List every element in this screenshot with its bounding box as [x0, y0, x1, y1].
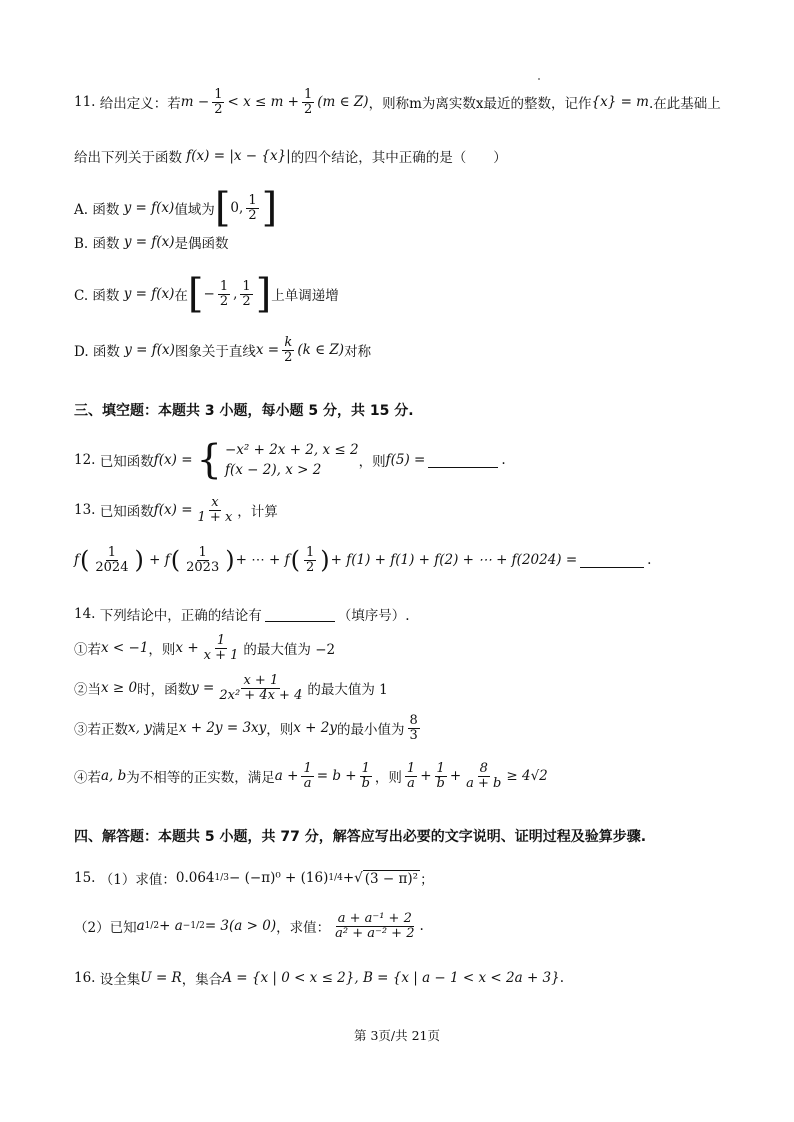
q12-number: 12. — [74, 452, 96, 469]
q11-tail: .在此基础上 — [649, 96, 721, 113]
q11-option-a: A. 函数 y = f(x) 值域为 [ 0, $\frac{1}{2}$ ] — [74, 185, 278, 231]
q13-frac-2023: $\frac{1}{2023}$ — [186, 545, 220, 575]
q15-given-e2: −1/2 — [182, 921, 205, 932]
s3-expr: x + 2y — [293, 720, 338, 737]
q12-brace: { — [196, 437, 222, 484]
q13-frac-half: $\frac{1}{2}$ — [305, 545, 315, 575]
q15-exp2: 1/4 — [328, 873, 343, 883]
s4-mid2: ，则 — [374, 770, 402, 787]
opt-a-half: $\frac{1}{2}$ — [248, 192, 257, 223]
q12 — [74, 437, 506, 484]
opt-b-tail: 是偶函数 — [174, 236, 229, 252]
q15-part-2 — [74, 912, 424, 940]
q15-expr2: − (−π)⁰ + (16) — [229, 870, 329, 886]
opt-a-rbracket: ] — [261, 185, 278, 231]
q11-mz: (m ∈ Z) — [317, 94, 369, 111]
opt-b-fn: y = f(x) — [123, 234, 175, 250]
s3-mid: 满足 — [151, 722, 179, 739]
q14-tail: （填序号）. — [337, 608, 410, 624]
q13-pre: 已知函数 — [99, 504, 154, 521]
q11-line2-text: 给出下列关于函数 — [74, 150, 182, 166]
opt-c-half: $\frac{1}{2}$ — [242, 278, 251, 309]
s1-frac: $\frac{1}{x + 1}$ — [203, 633, 239, 663]
q11-line2 — [74, 146, 507, 166]
q16 — [74, 968, 564, 988]
q11-half-1: $\frac{1}{2}$ — [214, 87, 223, 117]
q11-option-c: C. 函数 y = f(x) 在 [ − $\frac{1}{2}$ , $\frac{1}{2}$ ] 上单调递增 — [74, 271, 339, 317]
s4-frac-2b: $\frac{1}{b}$ — [436, 761, 445, 791]
q12-fn: f(x) = — [153, 452, 193, 469]
s4-mid: 为不相等的正实数，满足 — [126, 770, 275, 787]
q15-p2-mid: ，求值： — [276, 920, 331, 937]
q13-answer-blank[interactable] — [580, 553, 644, 568]
s2-mid: 时，函数 — [137, 682, 192, 699]
opt-d-tail: 对称 — [344, 344, 372, 361]
section-3-heading — [74, 400, 414, 420]
s3-vars: x, y — [128, 720, 152, 737]
q15-given-plus: + a — [159, 918, 183, 935]
q11-function: f(x) = |x − {x}| — [186, 148, 291, 164]
s2-tail: 的最大值为 1 — [307, 682, 388, 699]
s4-eq-a: a + — [274, 768, 299, 785]
opt-d-x: x = — [255, 342, 280, 359]
opt-d-k-half: $\frac{k}{2}$ — [284, 335, 293, 365]
q13-number: 13. — [74, 502, 96, 519]
s3-eq: x + 2y = 3xy — [178, 720, 267, 737]
q14-number: 14. — [74, 606, 96, 622]
q15-given-a: a — [136, 918, 145, 935]
s3-mid2: ，则 — [266, 722, 294, 739]
q15-p2: （2）已知 — [74, 920, 137, 937]
s3-pre: ③若正数 — [74, 722, 128, 739]
q16-universe: U = R — [140, 970, 182, 986]
q14-statement-2 — [74, 674, 388, 702]
q13-f1: f — [74, 552, 79, 569]
q13-end: . — [647, 552, 652, 569]
q11-option-b — [74, 232, 228, 252]
page-footer: 第 3页/共 21页 — [353, 1028, 441, 1043]
s1-mid: ，则 — [148, 642, 176, 659]
q15-number: 15. — [74, 870, 96, 886]
q15-given-eq: = 3(a > 0) — [204, 918, 277, 935]
q11-intro: 给出定义：若 — [99, 96, 181, 113]
q13-rest: + f(1) + f(1) + f(2) + ⋯ + f(2024) = — [330, 552, 578, 569]
q14-statement-3 — [74, 714, 423, 742]
q16-text: 设全集 — [99, 972, 141, 988]
s4-frac-8: $\frac{8}{a + b}$ — [466, 761, 502, 791]
q11-option-d — [74, 336, 371, 364]
q13-f2: f — [164, 552, 170, 569]
opt-a-fn: y = f(x) — [123, 200, 175, 216]
q11-mid: ，则称m为离实数x最近的整数，记作 — [368, 96, 592, 113]
q16-end: . — [559, 970, 565, 986]
q12-case-2: f(x − 2), x > 2 — [224, 462, 322, 479]
opt-c-fn: y = f(x) — [123, 286, 175, 302]
q14 — [74, 604, 410, 624]
q11-m: m — [180, 94, 194, 111]
s4-frac-2a: $\frac{1}{a}$ — [406, 761, 416, 791]
q13-mid: ，计算 — [237, 504, 278, 521]
q15-end2: . — [419, 918, 424, 935]
opt-c-rbracket: ] — [255, 271, 272, 317]
q14-text: 下列结论中，正确的结论有 — [99, 608, 262, 624]
q12-case-1: −x² + 2x + 2, x ≤ 2 — [224, 442, 359, 458]
s4-vars: a, b — [101, 768, 127, 785]
s2-fn: y = — [191, 680, 215, 697]
section-4-title: 四、解答题：本题共 5 小题，共 77 分，解答应写出必要的文字说明、证明过程及验算步骤. — [74, 829, 647, 845]
q11-notation: {x} = m — [591, 94, 649, 111]
opt-d-mid: 图象关于直线 — [174, 344, 256, 361]
s2-pre: ②当 — [74, 682, 101, 699]
opt-c-tail: 上单调递增 — [271, 288, 339, 304]
s2-cond: x ≥ 0 — [101, 680, 138, 697]
q11-cond: < x ≤ m + — [227, 94, 299, 111]
opt-c-lbracket: [ — [187, 271, 204, 317]
q12-answer-blank[interactable] — [428, 453, 498, 468]
q11-half-2: $\frac{1}{2}$ — [304, 87, 313, 117]
opt-b-pre: B. 函数 — [74, 236, 120, 252]
q13-fn: f(x) = — [153, 502, 193, 519]
q14-statement-1 — [74, 634, 335, 662]
q13-dots: + ⋯ + — [235, 552, 281, 569]
s4-frac-1b: $\frac{1}{b}$ — [361, 761, 370, 791]
opt-a-lbracket: [ — [214, 185, 231, 231]
q15-given-e1: 1/2 — [144, 921, 160, 932]
q14-answer-blank[interactable] — [265, 607, 335, 622]
q15-end1: ； — [420, 872, 434, 888]
q16-sets: A = {x | 0 < x ≤ 2}, B = {x | a − 1 < x < 2a + 3} — [222, 970, 560, 986]
q15-expr1: 0.064 — [175, 870, 215, 886]
q12-ask: f(5) = — [385, 452, 426, 469]
opt-c-mid: 在 — [174, 288, 188, 304]
q11-line2-tail: 的四个结论，其中正确的是（ ） — [290, 150, 507, 166]
s2-frac: $\frac{x + 1}{\text{2x² + 4x + 4}}$ — [219, 673, 303, 703]
q13-line2: f ( $\frac{1}{2024}$ ) + f ( $\frac{1}{2023}$ ) + ⋯ + f ( $\frac{1}{2}$ ) + f(1) + f(1) + f(2) + ⋯ + f(2024) = . — [74, 545, 652, 575]
s4-result: ≥ 4√2 — [506, 768, 548, 785]
q15-expr3: + — [342, 870, 355, 886]
s3-tail: 的最小值为 — [337, 722, 405, 739]
opt-d-fn: y = f(x) — [124, 342, 175, 359]
opt-a-mid: 值域为 — [174, 202, 215, 218]
s1-expr: x + — [175, 640, 199, 657]
opt-a-pre: A. 函数 — [74, 202, 120, 218]
q11-number: 11. — [74, 94, 96, 111]
q15-exp1: 1/3 — [214, 873, 230, 883]
section-4-heading — [74, 826, 646, 846]
q15-frac: $\frac{\text{a + a⁻¹ + 2}}{\text{a² + a⁻² + 2}}$ — [335, 911, 415, 941]
scan-speck — [538, 78, 540, 80]
s1-cond: x < −1 — [101, 640, 149, 657]
opt-c-pre: C. 函数 — [74, 288, 120, 304]
section-3-title: 三、填空题：本题共 3 小题，每小题 5 分，共 15 分. — [74, 403, 414, 419]
s3-frac: $\frac{8}{3}$ — [409, 713, 418, 743]
s4-pre: ④若 — [74, 770, 101, 787]
q14-statement-4: ④若 a, b 为不相等的正实数，满足 a + $\frac{1}{a}$ = b + $\frac{1}{b}$ ，则 $\frac{1}{a}$ + $\frac{1}{b}$ + $\frac{8}{a + b}$ ≥ 4√2 — [74, 761, 548, 791]
q12-end: . — [501, 452, 506, 469]
q12-cases — [225, 440, 359, 481]
opt-c-neg-half: $\frac{1}{2}$ — [219, 278, 229, 309]
q12-mid: ，则 — [358, 454, 386, 471]
q12-pre: 已知函数 — [99, 454, 154, 471]
q15-p1: （1）求值： — [99, 872, 176, 888]
q13-f3: f — [284, 552, 290, 569]
s1-pre: ①若 — [74, 642, 101, 659]
q13-fx-frac: $\frac{x}{1 + x}$ — [197, 495, 233, 525]
s4-eq-b: = b + — [316, 768, 357, 785]
q11-line1: 11. 给出定义：若 m − $\frac{1}{2}$ < x ≤ m + $\frac{1}{2}$ (m ∈ Z) ，则称m为离实数x最近的整数，记作 {x} = m .在此基础上 — [74, 87, 721, 117]
q16-number: 16. — [74, 970, 96, 986]
q13-frac-2024: $\frac{1}{2024}$ — [95, 545, 129, 575]
q15-part-1 — [74, 868, 434, 888]
opt-d-pre: D. 函数 — [74, 344, 120, 361]
q16-mid: ，集合 — [181, 972, 223, 988]
opt-d-cond: (k ∈ Z) — [297, 342, 345, 359]
s1-tail: 的最大值为 −2 — [243, 642, 336, 659]
s4-frac-1a: $\frac{1}{a}$ — [303, 761, 312, 791]
q13-line1 — [74, 496, 278, 524]
q15-radical: √ (3 − π)² — [354, 870, 419, 887]
